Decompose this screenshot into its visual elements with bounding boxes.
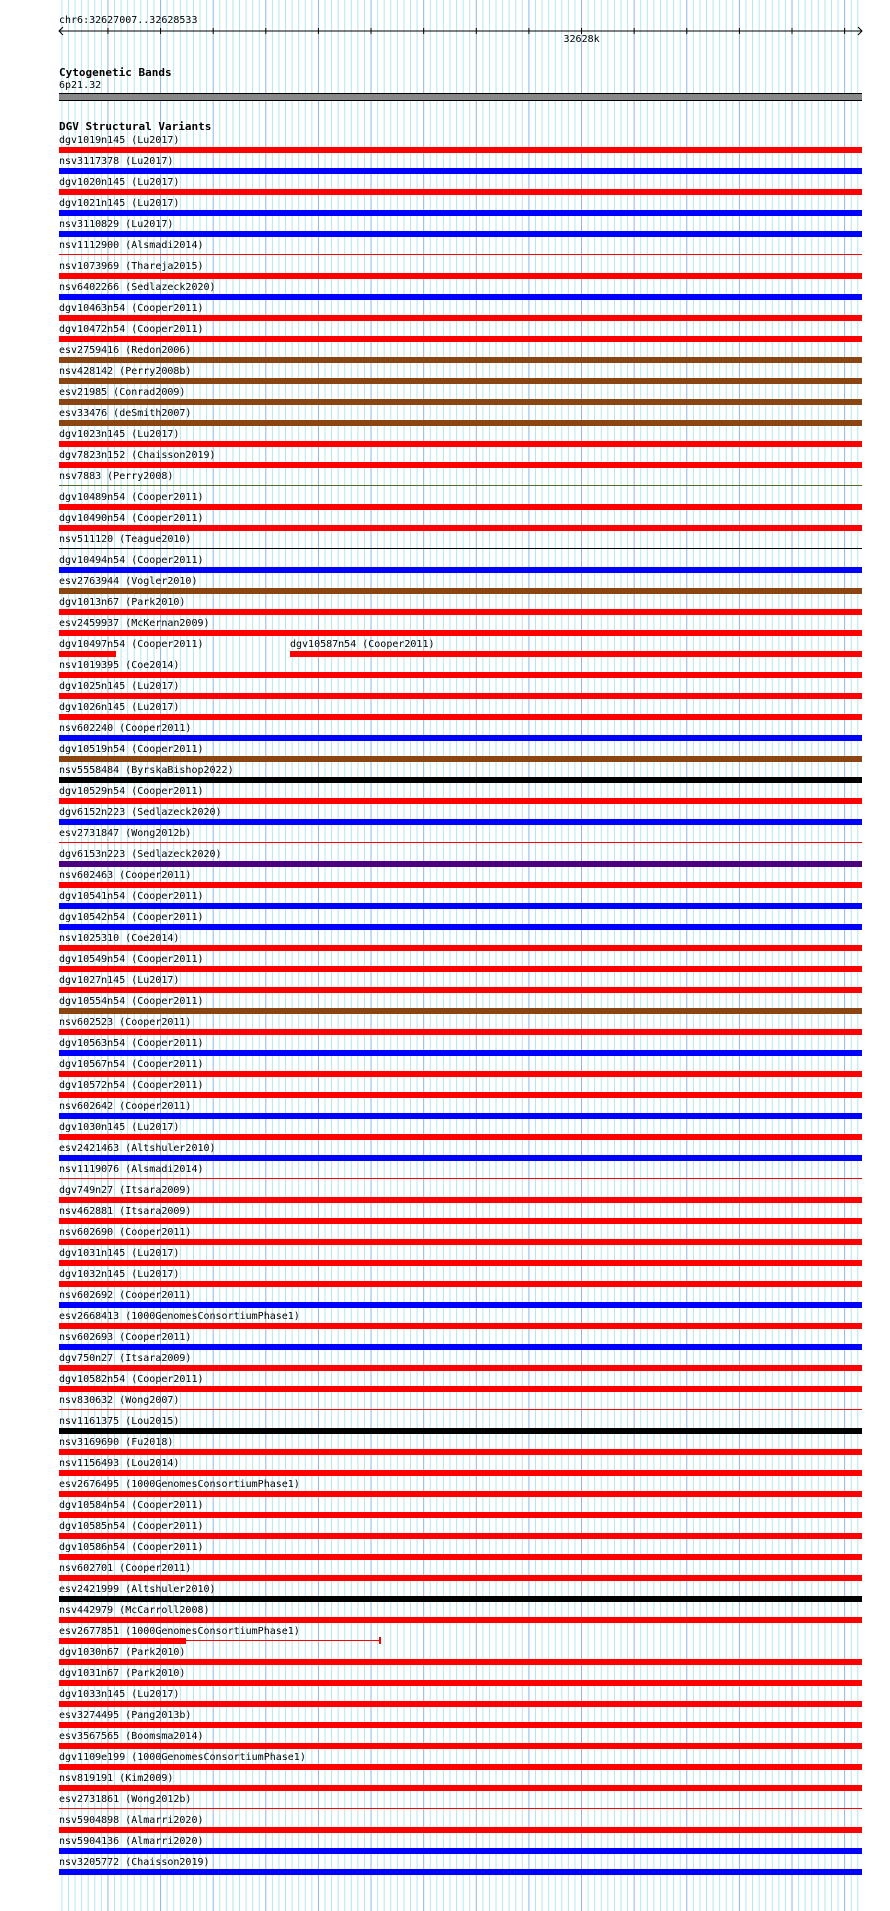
feature-label[interactable]: esv2676495 (1000GenomesConsortiumPhase1) xyxy=(59,1479,300,1490)
feature-bar[interactable] xyxy=(59,1869,862,1875)
dgv-feature-row[interactable] xyxy=(0,1815,890,1836)
feature-label[interactable]: dgv10497n54 (Cooper2011) xyxy=(59,639,204,650)
feature-label[interactable]: dgv1027n145 (Lu2017) xyxy=(59,975,180,986)
feature-bar[interactable] xyxy=(59,693,862,699)
dgv-feature-row[interactable] xyxy=(0,1017,890,1038)
dgv-feature-row[interactable] xyxy=(0,534,890,555)
dgv-feature-row[interactable] xyxy=(0,135,890,156)
feature-label[interactable]: nsv1119076 (Alsmadi2014) xyxy=(59,1164,204,1175)
feature-label[interactable]: nsv602523 (Cooper2011) xyxy=(59,1017,192,1028)
feature-label[interactable]: dgv10529n54 (Cooper2011) xyxy=(59,786,204,797)
dgv-feature-row[interactable] xyxy=(0,261,890,282)
feature-label[interactable]: esv3274495 (Pang2013b) xyxy=(59,1710,192,1721)
dgv-feature-row[interactable] xyxy=(0,1500,890,1521)
dgv-feature-row[interactable] xyxy=(0,1584,890,1605)
dgv-feature-row[interactable] xyxy=(0,1563,890,1584)
feature-bar[interactable] xyxy=(59,1680,862,1686)
dgv-feature-row[interactable] xyxy=(0,1437,890,1458)
dgv-feature-row[interactable] xyxy=(0,324,890,345)
feature-bar[interactable] xyxy=(59,1344,862,1350)
feature-bar[interactable] xyxy=(59,1848,862,1854)
feature-bar[interactable] xyxy=(59,987,862,993)
feature-bar[interactable] xyxy=(290,651,862,657)
feature-label[interactable]: nsv1073969 (Thareja2015) xyxy=(59,261,204,272)
feature-label[interactable]: nsv3110829 (Lu2017) xyxy=(59,219,174,230)
dgv-feature-row[interactable] xyxy=(0,996,890,1017)
feature-label[interactable]: dgv1031n67 (Park2010) xyxy=(59,1668,186,1679)
feature-bar[interactable] xyxy=(59,1092,862,1098)
feature-label[interactable]: dgv1020n145 (Lu2017) xyxy=(59,177,180,188)
feature-bar[interactable] xyxy=(59,1575,862,1581)
feature-bar[interactable] xyxy=(59,1134,862,1140)
dgv-feature-row[interactable] xyxy=(0,975,890,996)
feature-bar[interactable] xyxy=(59,189,862,195)
feature-label[interactable]: dgv10582n54 (Cooper2011) xyxy=(59,1374,204,1385)
dgv-feature-row[interactable] xyxy=(0,471,890,492)
feature-label[interactable]: dgv10587n54 (Cooper2011) xyxy=(290,639,435,650)
feature-label[interactable]: nsv462881 (Itsara2009) xyxy=(59,1206,192,1217)
dgv-feature-row[interactable] xyxy=(0,702,890,723)
feature-bar[interactable] xyxy=(59,1491,862,1497)
feature-bar[interactable] xyxy=(59,1029,862,1035)
dgv-feature-row[interactable] xyxy=(0,303,890,324)
feature-label[interactable]: dgv1023n145 (Lu2017) xyxy=(59,429,180,440)
feature-bar[interactable] xyxy=(59,1512,862,1518)
dgv-feature-row[interactable] xyxy=(0,1185,890,1206)
feature-label[interactable]: dgv6152n223 (Sedlazeck2020) xyxy=(59,807,222,818)
feature-bar[interactable] xyxy=(59,756,862,762)
dgv-feature-row[interactable] xyxy=(0,870,890,891)
feature-bar[interactable] xyxy=(59,1785,862,1791)
dgv-feature-row[interactable] xyxy=(0,450,890,471)
dgv-feature-row[interactable] xyxy=(0,555,890,576)
feature-bar[interactable] xyxy=(59,504,862,510)
feature-label[interactable]: dgv1026n145 (Lu2017) xyxy=(59,702,180,713)
feature-bar[interactable] xyxy=(59,147,862,153)
feature-bar[interactable] xyxy=(59,714,862,720)
feature-label[interactable]: nsv5558484 (ByrskaBishop2022) xyxy=(59,765,234,776)
feature-bar[interactable] xyxy=(59,399,862,405)
feature-bar[interactable] xyxy=(59,336,862,342)
dgv-feature-row[interactable] xyxy=(0,912,890,933)
dgv-feature-row[interactable] xyxy=(0,1038,890,1059)
feature-bar[interactable] xyxy=(59,1302,862,1308)
feature-bar[interactable] xyxy=(59,966,862,972)
feature-bar[interactable] xyxy=(59,1743,862,1749)
feature-label[interactable]: dgv10463n54 (Cooper2011) xyxy=(59,303,204,314)
feature-bar[interactable] xyxy=(59,294,862,300)
position-label: chr6:32627007..32628533 xyxy=(59,15,198,26)
feature-label[interactable]: dgv749n27 (Itsara2009) xyxy=(59,1185,192,1196)
feature-label[interactable]: dgv10489n54 (Cooper2011) xyxy=(59,492,204,503)
feature-label[interactable]: dgv1109e199 (1000GenomesConsortiumPhase1) xyxy=(59,1752,306,1763)
dgv-feature-row[interactable] xyxy=(0,1332,890,1353)
feature-label[interactable]: dgv1033n145 (Lu2017) xyxy=(59,1689,180,1700)
feature-label[interactable]: dgv1030n145 (Lu2017) xyxy=(59,1122,180,1133)
feature-bar[interactable] xyxy=(59,357,862,363)
dgv-feature-row[interactable] xyxy=(0,1143,890,1164)
feature-line[interactable] xyxy=(59,1178,862,1179)
dgv-feature-row[interactable] xyxy=(0,1122,890,1143)
feature-label[interactable]: nsv602692 (Cooper2011) xyxy=(59,1290,192,1301)
feature-bar[interactable] xyxy=(59,1701,862,1707)
feature-label[interactable]: dgv1025n145 (Lu2017) xyxy=(59,681,180,692)
dgv-feature-row[interactable] xyxy=(0,513,890,534)
feature-bar[interactable] xyxy=(59,819,862,825)
feature-label[interactable]: nsv5904898 (Almarri2020) xyxy=(59,1815,204,1826)
feature-bar[interactable] xyxy=(59,168,862,174)
dgv-feature-row[interactable] xyxy=(0,1542,890,1563)
feature-label[interactable]: nsv1156493 (Lou2014) xyxy=(59,1458,180,1469)
dgv-feature-row[interactable] xyxy=(0,1059,890,1080)
feature-bar[interactable] xyxy=(59,1197,862,1203)
feature-label[interactable]: dgv750n27 (Itsara2009) xyxy=(59,1353,192,1364)
dgv-feature-row[interactable] xyxy=(0,744,890,765)
feature-label[interactable]: nsv1161375 (Lou2015) xyxy=(59,1416,180,1427)
feature-bar[interactable] xyxy=(59,420,862,426)
dgv-feature-row[interactable] xyxy=(0,1374,890,1395)
feature-bar[interactable] xyxy=(59,1428,862,1434)
feature-bar[interactable] xyxy=(59,1281,862,1287)
dgv-feature-row[interactable] xyxy=(0,891,890,912)
feature-label[interactable]: dgv10586n54 (Cooper2011) xyxy=(59,1542,204,1553)
feature-label[interactable]: nsv442979 (McCarroll2008) xyxy=(59,1605,210,1616)
dgv-feature-row[interactable] xyxy=(0,1395,890,1416)
dgv-feature-row[interactable] xyxy=(0,765,890,786)
feature-bar[interactable] xyxy=(59,1071,862,1077)
feature-label[interactable]: dgv1030n67 (Park2010) xyxy=(59,1647,186,1658)
feature-bar[interactable] xyxy=(59,525,862,531)
dgv-feature-row[interactable] xyxy=(0,1290,890,1311)
dgv-feature-row[interactable] xyxy=(0,786,890,807)
feature-bar[interactable] xyxy=(59,735,862,741)
feature-line[interactable] xyxy=(59,1409,862,1410)
dgv-feature-row[interactable] xyxy=(0,849,890,870)
feature-label[interactable]: nsv1019395 (Coe2014) xyxy=(59,660,180,671)
dgv-feature-row[interactable] xyxy=(0,408,890,429)
feature-bar[interactable] xyxy=(59,1218,862,1224)
ruler-axis xyxy=(0,0,890,60)
dgv-feature-row[interactable] xyxy=(0,597,890,618)
dgv-feature-row[interactable] xyxy=(0,1248,890,1269)
feature-label[interactable]: dgv10519n54 (Cooper2011) xyxy=(59,744,204,755)
feature-bar[interactable] xyxy=(59,1449,862,1455)
dgv-feature-row[interactable] xyxy=(0,345,890,366)
feature-label[interactable]: dgv6153n223 (Sedlazeck2020) xyxy=(59,849,222,860)
feature-label[interactable]: esv33476 (deSmith2007) xyxy=(59,408,192,419)
feature-bar[interactable] xyxy=(59,1050,862,1056)
feature-label[interactable]: nsv3169690 (Fu2018) xyxy=(59,1437,174,1448)
feature-bar[interactable] xyxy=(59,462,862,468)
feature-label[interactable]: dgv1019n145 (Lu2017) xyxy=(59,135,180,146)
dgv-feature-row[interactable] xyxy=(0,1731,890,1752)
feature-bar[interactable] xyxy=(59,609,862,615)
feature-label[interactable]: dgv1013n67 (Park2010) xyxy=(59,597,186,608)
dgv-feature-row[interactable] xyxy=(0,639,890,660)
feature-label[interactable]: nsv1025310 (Coe2014) xyxy=(59,933,180,944)
feature-bar[interactable] xyxy=(59,882,862,888)
feature-bar[interactable] xyxy=(59,777,862,783)
feature-bar[interactable] xyxy=(59,651,116,657)
feature-bar[interactable] xyxy=(59,1323,862,1329)
feature-label[interactable]: dgv1032n145 (Lu2017) xyxy=(59,1269,180,1280)
feature-label[interactable]: nsv1112900 (Alsmadi2014) xyxy=(59,240,204,251)
feature-label[interactable]: esv2459937 (McKernan2009) xyxy=(59,618,210,629)
feature-label[interactable]: esv2731861 (Wong2012b) xyxy=(59,1794,192,1805)
feature-label[interactable]: nsv3117378 (Lu2017) xyxy=(59,156,174,167)
feature-bar[interactable] xyxy=(59,567,862,573)
dgv-feature-row[interactable] xyxy=(0,282,890,303)
feature-bar[interactable] xyxy=(59,1155,862,1161)
feature-line[interactable] xyxy=(59,485,862,486)
dgv-feature-row[interactable] xyxy=(0,1752,890,1773)
dgv-feature-row[interactable] xyxy=(0,198,890,219)
dgv-feature-row[interactable] xyxy=(0,1605,890,1626)
dgv-feature-row[interactable] xyxy=(0,1626,890,1647)
feature-label[interactable]: dgv10585n54 (Cooper2011) xyxy=(59,1521,204,1532)
feature-label[interactable]: dgv10572n54 (Cooper2011) xyxy=(59,1080,204,1091)
feature-bar[interactable] xyxy=(59,945,862,951)
feature-label[interactable]: esv3567565 (Boomsma2014) xyxy=(59,1731,204,1742)
dgv-feature-row[interactable] xyxy=(0,1773,890,1794)
dgv-feature-row[interactable] xyxy=(0,1080,890,1101)
feature-label[interactable]: dgv10567n54 (Cooper2011) xyxy=(59,1059,204,1070)
dgv-feature-row[interactable] xyxy=(0,1710,890,1731)
feature-label[interactable]: dgv10542n54 (Cooper2011) xyxy=(59,912,204,923)
dgv-feature-row[interactable] xyxy=(0,576,890,597)
feature-label[interactable]: dgv10494n54 (Cooper2011) xyxy=(59,555,204,566)
feature-label[interactable]: dgv1021n145 (Lu2017) xyxy=(59,198,180,209)
feature-label[interactable]: dgv10554n54 (Cooper2011) xyxy=(59,996,204,1007)
feature-label[interactable]: nsv602693 (Cooper2011) xyxy=(59,1332,192,1343)
feature-label[interactable]: nsv602642 (Cooper2011) xyxy=(59,1101,192,1112)
dgv-feature-row[interactable] xyxy=(0,660,890,681)
feature-line[interactable] xyxy=(59,254,862,255)
dgv-feature-row[interactable] xyxy=(0,1521,890,1542)
feature-label[interactable]: nsv3205772 (Chaisson2019) xyxy=(59,1857,210,1868)
feature-label[interactable]: esv21985 (Conrad2009) xyxy=(59,387,186,398)
dgv-feature-row[interactable] xyxy=(0,1227,890,1248)
feature-label[interactable]: esv2677851 (1000GenomesConsortiumPhase1) xyxy=(59,1626,300,1637)
dgv-feature-row[interactable] xyxy=(0,723,890,744)
feature-label[interactable]: dgv7823n152 (Chaisson2019) xyxy=(59,450,216,461)
dgv-feature-row[interactable] xyxy=(0,618,890,639)
feature-bar[interactable] xyxy=(59,924,862,930)
dgv-feature-row[interactable] xyxy=(0,1794,890,1815)
cytoband-bar[interactable] xyxy=(59,93,862,101)
dgv-feature-row[interactable] xyxy=(0,429,890,450)
feature-bar[interactable] xyxy=(59,798,862,804)
feature-line[interactable] xyxy=(59,842,862,843)
feature-label[interactable]: dgv10584n54 (Cooper2011) xyxy=(59,1500,204,1511)
feature-bar[interactable] xyxy=(59,1722,862,1728)
dgv-feature-row[interactable] xyxy=(0,240,890,261)
feature-bar[interactable] xyxy=(59,441,862,447)
feature-bar[interactable] xyxy=(59,672,862,678)
feature-bar[interactable] xyxy=(59,1533,862,1539)
dgv-feature-row[interactable] xyxy=(0,219,890,240)
dgv-feature-row[interactable] xyxy=(0,492,890,513)
dgv-feature-row[interactable] xyxy=(0,933,890,954)
feature-label[interactable]: nsv428142 (Perry2008b) xyxy=(59,366,192,377)
feature-label[interactable]: esv2668413 (1000GenomesConsortiumPhase1) xyxy=(59,1311,300,1322)
feature-label[interactable]: esv2421999 (Altshuler2010) xyxy=(59,1584,216,1595)
feature-label[interactable]: esv2759416 (Redon2006) xyxy=(59,345,192,356)
dgv-feature-row[interactable] xyxy=(0,156,890,177)
feature-bar[interactable] xyxy=(59,1827,862,1833)
dgv-feature-row[interactable] xyxy=(0,954,890,975)
dgv-feature-row[interactable] xyxy=(0,1647,890,1668)
feature-bar[interactable] xyxy=(59,231,862,237)
feature-bar[interactable] xyxy=(59,903,862,909)
dgv-feature-row[interactable] xyxy=(0,1458,890,1479)
feature-label[interactable]: dgv10541n54 (Cooper2011) xyxy=(59,891,204,902)
feature-label[interactable]: dgv10563n54 (Cooper2011) xyxy=(59,1038,204,1049)
dgv-feature-row[interactable] xyxy=(0,828,890,849)
feature-end-tick[interactable] xyxy=(379,1637,381,1644)
dgv-feature-row[interactable] xyxy=(0,1164,890,1185)
feature-bar[interactable] xyxy=(59,1617,862,1623)
feature-label[interactable]: nsv602463 (Cooper2011) xyxy=(59,870,192,881)
dgv-feature-row[interactable] xyxy=(0,1101,890,1122)
dgv-feature-row[interactable] xyxy=(0,387,890,408)
dgv-feature-row[interactable] xyxy=(0,1353,890,1374)
dgv-feature-row[interactable] xyxy=(0,177,890,198)
feature-label[interactable]: nsv5904136 (Almarri2020) xyxy=(59,1836,204,1847)
feature-label[interactable]: esv2763944 (Vogler2010) xyxy=(59,576,198,587)
feature-bar[interactable] xyxy=(59,588,862,594)
dgv-feature-row[interactable] xyxy=(0,1416,890,1437)
feature-bar[interactable] xyxy=(59,1260,862,1266)
feature-bar[interactable] xyxy=(59,630,862,636)
dgv-feature-row[interactable] xyxy=(0,1836,890,1857)
dgv-feature-row[interactable] xyxy=(0,1479,890,1500)
feature-bar[interactable] xyxy=(59,861,862,867)
feature-bar[interactable] xyxy=(59,315,862,321)
feature-bar[interactable] xyxy=(59,210,862,216)
feature-bar[interactable] xyxy=(59,273,862,279)
feature-bar[interactable] xyxy=(59,1386,862,1392)
feature-label[interactable]: esv2731847 (Wong2012b) xyxy=(59,828,192,839)
dgv-feature-row[interactable] xyxy=(0,807,890,828)
dgv-feature-row[interactable] xyxy=(0,681,890,702)
dgv-feature-row[interactable] xyxy=(0,1857,890,1878)
dgv-feature-row[interactable] xyxy=(0,1269,890,1290)
dgv-feature-row[interactable] xyxy=(0,1668,890,1689)
feature-bar[interactable] xyxy=(59,1596,862,1602)
feature-bar[interactable] xyxy=(59,1470,862,1476)
dgv-feature-row[interactable] xyxy=(0,366,890,387)
feature-label[interactable]: dgv10490n54 (Cooper2011) xyxy=(59,513,204,524)
feature-bar[interactable] xyxy=(59,378,862,384)
feature-bar[interactable] xyxy=(59,1239,862,1245)
feature-label[interactable]: nsv7883 (Perry2008) xyxy=(59,471,174,482)
feature-bar[interactable] xyxy=(59,1659,862,1665)
feature-line[interactable] xyxy=(59,548,862,549)
feature-label[interactable]: nsv602240 (Cooper2011) xyxy=(59,723,192,734)
feature-bar[interactable] xyxy=(59,1764,862,1770)
feature-label[interactable]: nsv511120 (Teague2010) xyxy=(59,534,192,545)
dgv-feature-row[interactable] xyxy=(0,1311,890,1332)
feature-label[interactable]: nsv819191 (Kim2009) xyxy=(59,1773,174,1784)
feature-label[interactable]: dgv1031n145 (Lu2017) xyxy=(59,1248,180,1259)
dgv-feature-row[interactable] xyxy=(0,1206,890,1227)
feature-label[interactable]: dgv10472n54 (Cooper2011) xyxy=(59,324,204,335)
cytoband-label: 6p21.32 xyxy=(59,80,102,91)
dgv-track-title[interactable]: DGV Structural Variants xyxy=(59,120,212,133)
feature-label[interactable]: nsv830632 (Wong2007) xyxy=(59,1395,180,1406)
feature-bar[interactable] xyxy=(59,1365,862,1371)
feature-bar[interactable] xyxy=(59,1554,862,1560)
feature-label[interactable]: nsv602701 (Cooper2011) xyxy=(59,1563,192,1574)
dgv-feature-row[interactable] xyxy=(0,1689,890,1710)
feature-line[interactable] xyxy=(59,1808,862,1809)
cytoband-track-title[interactable]: Cytogenetic Bands xyxy=(59,66,172,79)
feature-label[interactable]: dgv10549n54 (Cooper2011) xyxy=(59,954,204,965)
feature-label[interactable]: nsv602690 (Cooper2011) xyxy=(59,1227,192,1238)
feature-bar[interactable] xyxy=(59,1008,862,1014)
tick-label: 32628k xyxy=(563,34,600,45)
feature-bar[interactable] xyxy=(59,1638,186,1644)
feature-label[interactable]: esv2421463 (Altshuler2010) xyxy=(59,1143,216,1154)
feature-line[interactable] xyxy=(186,1640,380,1641)
feature-label[interactable]: nsv6402266 (Sedlazeck2020) xyxy=(59,282,216,293)
feature-bar[interactable] xyxy=(59,1113,862,1119)
